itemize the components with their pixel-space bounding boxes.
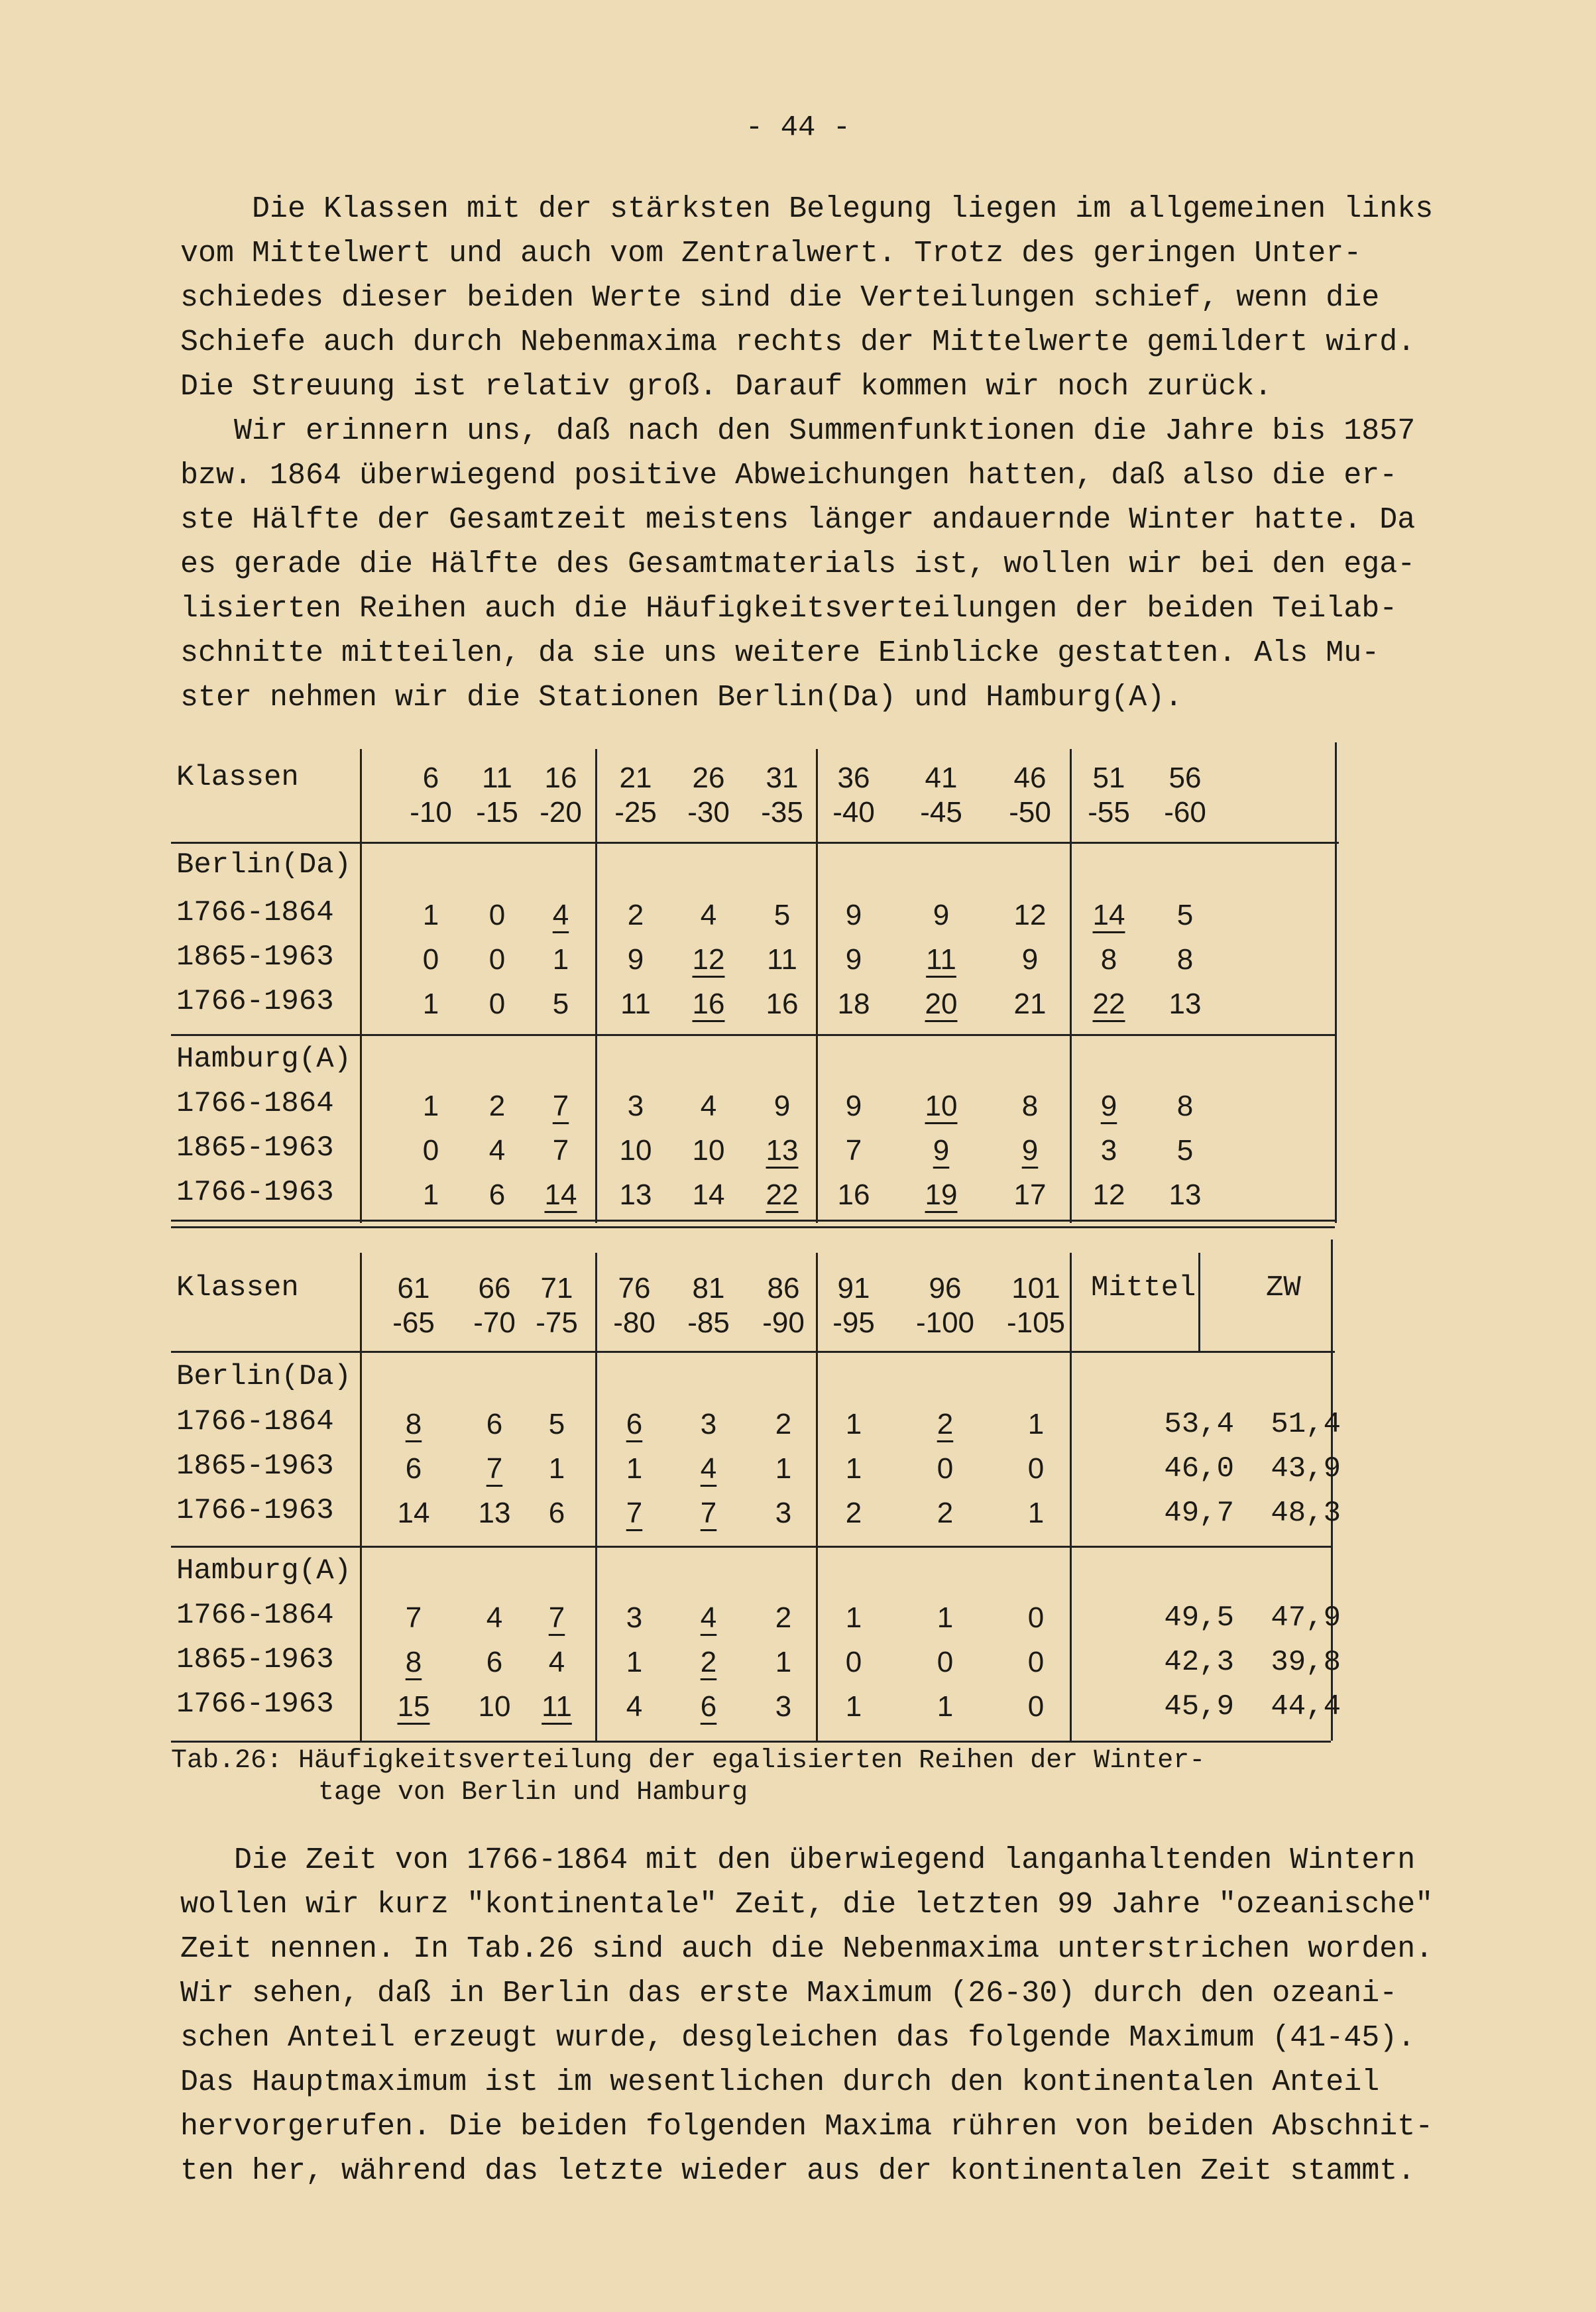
frequency-cell-maximum: 7 — [700, 1497, 717, 1529]
frequency-cell-maximum: 4 — [700, 1452, 717, 1485]
frequency-cell: 4 — [548, 1646, 565, 1678]
frequency-cell: 0 — [488, 899, 506, 931]
frequency-cell-maximum: 15 — [397, 1690, 430, 1723]
class-upper-bound: -20 — [540, 796, 582, 829]
station-name: Hamburg(A) — [176, 1554, 352, 1588]
frequency-cell: 21 — [1013, 988, 1047, 1020]
class-upper-bound: -75 — [536, 1306, 578, 1339]
frequency-cell-maximum: 20 — [925, 988, 958, 1020]
frequency-cell: 1 — [422, 1090, 439, 1122]
frequency-cell-maximum: 16 — [692, 988, 725, 1020]
group-rule — [171, 1034, 1335, 1036]
frequency-cell: 1 — [937, 1601, 954, 1634]
class-header — [807, 761, 900, 830]
frequency-cell: 0 — [488, 988, 506, 1020]
frequency-cell-maximum: 11 — [926, 943, 956, 976]
frequency-cell-maximum: 13 — [766, 1134, 799, 1167]
class-upper-bound: -105 — [1006, 1306, 1066, 1339]
bottom-rule — [171, 1226, 1335, 1228]
period-label: 1865-1963 — [176, 1450, 334, 1483]
period-label: 1766-1864 — [176, 896, 334, 929]
frequency-cell: 14 — [692, 1179, 725, 1211]
text-line: Zeit nennen. In Tab.26 sind auch die Nebenmaxima unterstrichen worden. — [180, 1932, 1434, 1966]
frequency-cell: 9 — [845, 899, 862, 931]
frequency-cell: 6 — [486, 1646, 503, 1678]
frequency-cell: 1 — [1027, 1408, 1045, 1440]
frequency-cell: 8 — [1176, 1090, 1194, 1122]
frequency-cell-maximum: 7 — [486, 1452, 503, 1485]
frequency-cell: 5 — [1176, 1134, 1194, 1167]
mean-header: Mittel — [1091, 1271, 1196, 1304]
text-line: Die Streuung ist relativ groß. Darauf kommen wir noch zurück. — [180, 370, 1273, 404]
frequency-cell: 6 — [488, 1179, 506, 1211]
frequency-cell: 4 — [488, 1134, 506, 1167]
text-line: ste Hälfte der Gesamtzeit meistens länger andauernde Winter hatte. Da — [180, 503, 1416, 537]
frequency-cell: 7 — [845, 1134, 862, 1167]
frequency-cell: 1 — [626, 1646, 643, 1678]
period-label: 1865-1963 — [176, 941, 334, 974]
period-label: 1766-1864 — [176, 1405, 334, 1438]
frequency-cell: 9 — [1021, 943, 1039, 976]
text-line: Wir sehen, daß in Berlin das erste Maximum (26-30) durch den ozeani- — [180, 1977, 1398, 2010]
frequency-cell: 5 — [1176, 899, 1194, 931]
frequency-cell-maximum: 8 — [405, 1408, 422, 1440]
class-header — [1139, 761, 1231, 830]
text-line: es gerade die Hälfte des Gesamtmaterials ist, wollen wir bei den ega- — [180, 548, 1416, 581]
frequency-cell: 1 — [422, 899, 439, 931]
frequency-cell: 12 — [1013, 899, 1047, 931]
frequency-cell: 11 — [767, 943, 797, 976]
class-upper-bound: -70 — [473, 1306, 516, 1339]
class-upper-bound: -35 — [761, 796, 803, 829]
mean-value: 45,9 — [1164, 1690, 1234, 1723]
frequency-cell-maximum: 22 — [766, 1179, 799, 1211]
frequency-cell: 17 — [1013, 1179, 1047, 1211]
period-label: 1766-1963 — [176, 1176, 334, 1209]
frequency-cell: 2 — [845, 1497, 862, 1529]
class-lower-bound: 51 — [1092, 762, 1125, 794]
header-rule — [171, 842, 1339, 844]
period-label: 1766-1963 — [176, 1688, 334, 1721]
text-line: Wir erinnern uns, daß nach den Summenfunktionen die Jahre bis 1857 — [180, 414, 1416, 448]
period-label: 1865-1963 — [176, 1643, 334, 1676]
column-divider — [360, 1253, 362, 1741]
median-value: 47,9 — [1271, 1601, 1341, 1635]
period-label: 1766-1864 — [176, 1087, 334, 1120]
frequency-cell: 9 — [933, 899, 950, 931]
class-upper-bound: -10 — [410, 796, 452, 829]
frequency-cell: 3 — [626, 1601, 643, 1634]
class-lower-bound: 81 — [692, 1272, 725, 1304]
frequency-cell-maximum: 14 — [1092, 899, 1125, 931]
frequency-cell: 3 — [700, 1408, 717, 1440]
frequency-cell: 13 — [478, 1497, 511, 1529]
median-value: 43,9 — [1271, 1452, 1341, 1485]
text-line: vom Mittelwert und auch vom Zentralwert. Trotz des geringen Unter- — [180, 237, 1362, 270]
frequency-cell-maximum: 4 — [552, 899, 569, 931]
frequency-cell: 3 — [1100, 1134, 1117, 1167]
frequency-cell: 0 — [422, 943, 439, 976]
frequency-cell-maximum: 7 — [552, 1090, 569, 1122]
frequency-cell: 1 — [626, 1452, 643, 1485]
text-line: ster nehmen wir die Stationen Berlin(Da) und Hamburg(A). — [180, 681, 1183, 715]
frequency-cell-maximum: 9 — [1021, 1134, 1039, 1167]
period-label: 1865-1963 — [176, 1131, 334, 1165]
classes-label: Klassen — [176, 1271, 299, 1304]
period-label: 1766-1963 — [176, 1494, 334, 1527]
class-upper-bound: -55 — [1088, 796, 1130, 829]
median-header: ZW — [1266, 1271, 1301, 1304]
table-caption — [171, 1745, 1430, 1809]
frequency-cell-maximum: 12 — [692, 943, 725, 976]
text-line: schen Anteil erzeugt wurde, desgleichen das folgende Maximum (41-45). — [180, 2021, 1416, 2055]
class-upper-bound: -30 — [687, 796, 730, 829]
class-upper-bound: -15 — [476, 796, 518, 829]
frequency-cell: 13 — [619, 1179, 652, 1211]
frequency-cell: 0 — [845, 1646, 862, 1678]
text-line: Schiefe auch durch Nebenmaxima rechts der Mittelwerte gemildert wird. — [180, 325, 1416, 359]
frequency-cell-maximum: 10 — [925, 1090, 958, 1122]
class-header — [899, 1271, 992, 1340]
group-rule — [171, 1546, 1331, 1548]
frequency-cell: 1 — [845, 1408, 862, 1440]
class-header — [807, 1271, 900, 1340]
class-lower-bound: 86 — [767, 1272, 800, 1304]
frequency-cell: 8 — [1021, 1090, 1039, 1122]
frequency-cell: 8 — [1176, 943, 1194, 976]
column-divider — [1198, 1253, 1200, 1351]
station-name: Berlin(Da) — [176, 848, 352, 882]
frequency-cell: 1 — [552, 943, 569, 976]
header-rule — [171, 1351, 1335, 1353]
class-lower-bound: 61 — [397, 1272, 430, 1304]
class-header — [367, 1271, 460, 1340]
frequency-cell: 0 — [937, 1646, 954, 1678]
frequency-cell: 4 — [626, 1690, 643, 1723]
text-line: wollen wir kurz "kontinentale" Zeit, die letzten 99 Jahre "ozeanische" — [180, 1888, 1434, 1922]
class-header — [895, 761, 988, 830]
class-lower-bound: 71 — [540, 1272, 573, 1304]
frequency-cell-maximum: 9 — [933, 1134, 950, 1167]
text-line: Die Zeit von 1766-1864 mit den überwiegend langanhaltenden Wintern — [180, 1843, 1416, 1877]
class-lower-bound: 56 — [1168, 762, 1202, 794]
frequency-cell: 3 — [775, 1497, 792, 1529]
frequency-cell-maximum: 11 — [542, 1690, 572, 1723]
caption-line-2: tage von Berlin und Hamburg — [318, 1778, 748, 1808]
frequency-cell: 7 — [405, 1601, 422, 1634]
station-name: Berlin(Da) — [176, 1360, 352, 1393]
class-lower-bound: 31 — [766, 762, 799, 794]
frequency-cell-maximum: 9 — [1100, 1090, 1117, 1122]
class-lower-bound: 66 — [478, 1272, 511, 1304]
intro-paragraph — [180, 187, 1453, 720]
text-line: schiedes dieser beiden Werte sind die Verteilungen schief, wenn die — [180, 281, 1380, 315]
frequency-cell: 3 — [775, 1690, 792, 1723]
class-upper-bound: -60 — [1164, 796, 1206, 829]
class-upper-bound: -80 — [613, 1306, 656, 1339]
text-line: schnitte mitteilen, da sie uns weitere Einblicke gestatten. Als Mu- — [180, 636, 1380, 670]
text-line: Das Hauptmaximum ist im wesentlichen durch den kontinentalen Anteil — [180, 2065, 1380, 2099]
page-number: - 44 - — [745, 111, 851, 144]
frequency-cell-maximum: 22 — [1092, 988, 1125, 1020]
frequency-cell: 12 — [1092, 1179, 1125, 1211]
class-lower-bound: 46 — [1013, 762, 1047, 794]
frequency-cell: 13 — [1168, 1179, 1202, 1211]
class-lower-bound: 11 — [482, 762, 512, 794]
frequency-cell-maximum: 4 — [700, 1601, 717, 1634]
frequency-cell: 7 — [552, 1134, 569, 1167]
class-lower-bound: 16 — [544, 762, 577, 794]
class-lower-bound: 41 — [925, 762, 958, 794]
frequency-cell: 1 — [845, 1452, 862, 1485]
frequency-cell: 8 — [1100, 943, 1117, 976]
class-upper-bound: -25 — [614, 796, 657, 829]
class-upper-bound: -45 — [920, 796, 962, 829]
mean-value: 53,4 — [1164, 1408, 1234, 1441]
frequency-cell-maximum: 19 — [925, 1179, 958, 1211]
frequency-cell: 9 — [773, 1090, 791, 1122]
frequency-cell-maximum: 8 — [405, 1646, 422, 1678]
class-lower-bound: 36 — [837, 762, 870, 794]
frequency-cell: 10 — [619, 1134, 652, 1167]
frequency-cell: 11 — [620, 988, 651, 1020]
frequency-cell-maximum: 7 — [548, 1601, 565, 1634]
frequency-cell: 1 — [775, 1452, 792, 1485]
column-divider — [360, 749, 362, 1223]
text-line: ten her, während das letzte wieder aus der kontinentalen Zeit stammt. — [180, 2154, 1416, 2188]
frequency-cell-maximum: 7 — [626, 1497, 643, 1529]
frequency-cell: 1 — [422, 1179, 439, 1211]
class-upper-bound: -95 — [832, 1306, 875, 1339]
frequency-cell-maximum: 6 — [700, 1690, 717, 1723]
classes-label: Klassen — [176, 761, 299, 794]
class-upper-bound: -100 — [915, 1306, 975, 1339]
median-value: 44,4 — [1271, 1690, 1341, 1723]
frequency-cell: 2 — [937, 1497, 954, 1529]
bottom-rule — [171, 1220, 1335, 1222]
frequency-cell: 1 — [937, 1690, 954, 1723]
frequency-cell: 0 — [1027, 1690, 1045, 1723]
frequency-table-2 — [171, 1253, 1341, 1745]
frequency-cell: 5 — [552, 988, 569, 1020]
frequency-cell: 2 — [488, 1090, 506, 1122]
frequency-cell: 0 — [422, 1134, 439, 1167]
period-label: 1766-1963 — [176, 985, 334, 1018]
frequency-cell: 0 — [937, 1452, 954, 1485]
text-line: hervorgerufen. Die beiden folgenden Maxima rühren von beiden Abschnit- — [180, 2110, 1434, 2144]
frequency-cell: 2 — [775, 1601, 792, 1634]
frequency-cell: 13 — [1168, 988, 1202, 1020]
mean-value: 46,0 — [1164, 1452, 1234, 1485]
frequency-cell: 2 — [775, 1408, 792, 1440]
frequency-cell: 18 — [837, 988, 870, 1020]
frequency-cell: 0 — [488, 943, 506, 976]
frequency-cell: 14 — [397, 1497, 430, 1529]
class-upper-bound: -40 — [832, 796, 875, 829]
class-upper-bound: -85 — [687, 1306, 730, 1339]
frequency-cell: 9 — [845, 943, 862, 976]
mean-value: 49,5 — [1164, 1601, 1234, 1635]
frequency-cell: 1 — [845, 1601, 862, 1634]
frequency-cell: 1 — [422, 988, 439, 1020]
frequency-cell: 5 — [773, 899, 791, 931]
frequency-cell: 1 — [1027, 1497, 1045, 1529]
frequency-cell: 5 — [548, 1408, 565, 1440]
frequency-cell: 16 — [837, 1179, 870, 1211]
frequency-cell: 9 — [845, 1090, 862, 1122]
frequency-cell: 1 — [775, 1646, 792, 1678]
class-upper-bound: -90 — [762, 1306, 805, 1339]
class-lower-bound: 96 — [929, 1272, 962, 1304]
class-lower-bound: 76 — [618, 1272, 651, 1304]
frequency-cell: 3 — [627, 1090, 644, 1122]
frequency-cell: 6 — [548, 1497, 565, 1529]
frequency-cell: 2 — [627, 899, 644, 931]
class-lower-bound: 21 — [619, 762, 652, 794]
text-line: lisierten Reihen auch die Häufigkeitsverteilungen der beiden Teilab- — [180, 592, 1398, 626]
class-upper-bound: -50 — [1009, 796, 1051, 829]
frequency-cell: 4 — [486, 1601, 503, 1634]
frequency-cell: 1 — [845, 1690, 862, 1723]
frequency-cell: 4 — [700, 899, 717, 931]
frequency-cell: 16 — [766, 988, 799, 1020]
frequency-cell: 10 — [692, 1134, 725, 1167]
frequency-cell: 0 — [1027, 1646, 1045, 1678]
class-lower-bound: 91 — [837, 1272, 870, 1304]
frequency-cell: 10 — [478, 1690, 511, 1723]
frequency-cell: 1 — [548, 1452, 565, 1485]
class-lower-bound: 101 — [1011, 1272, 1060, 1304]
caption-line-1: Tab.26: Häufigkeitsverteilung der egalisierten Reihen der Winter- — [171, 1746, 1206, 1776]
outro-paragraph — [180, 1838, 1453, 2193]
text-line: Die Klassen mit der stärksten Belegung liegen im allgemeinen links — [180, 192, 1434, 226]
frequency-cell: 9 — [627, 943, 644, 976]
frequency-cell: 0 — [1027, 1452, 1045, 1485]
frequency-cell-maximum: 2 — [937, 1408, 954, 1440]
bottom-rule — [171, 1741, 1331, 1743]
frequency-cell: 6 — [486, 1408, 503, 1440]
class-header — [990, 1271, 1082, 1340]
station-name: Hamburg(A) — [176, 1043, 352, 1076]
period-label: 1766-1864 — [176, 1599, 334, 1632]
median-value: 48,3 — [1271, 1497, 1341, 1530]
class-upper-bound: -65 — [392, 1306, 435, 1339]
frequency-table-1 — [171, 749, 1338, 1231]
median-value: 39,8 — [1271, 1646, 1341, 1679]
frequency-cell-maximum: 14 — [544, 1179, 577, 1211]
mean-value: 49,7 — [1164, 1497, 1234, 1530]
frequency-cell: 6 — [405, 1452, 422, 1485]
median-value: 51,4 — [1271, 1408, 1341, 1441]
frequency-cell-maximum: 2 — [700, 1646, 717, 1678]
class-lower-bound: 6 — [422, 762, 439, 794]
frequency-cell-maximum: 6 — [626, 1408, 643, 1440]
class-lower-bound: 26 — [692, 762, 725, 794]
text-line: bzw. 1864 überwiegend positive Abweichungen hatten, daß also die er- — [180, 459, 1398, 492]
frequency-cell: 0 — [1027, 1601, 1045, 1634]
frequency-cell: 4 — [700, 1090, 717, 1122]
mean-value: 42,3 — [1164, 1646, 1234, 1679]
column-divider — [1335, 742, 1337, 1223]
